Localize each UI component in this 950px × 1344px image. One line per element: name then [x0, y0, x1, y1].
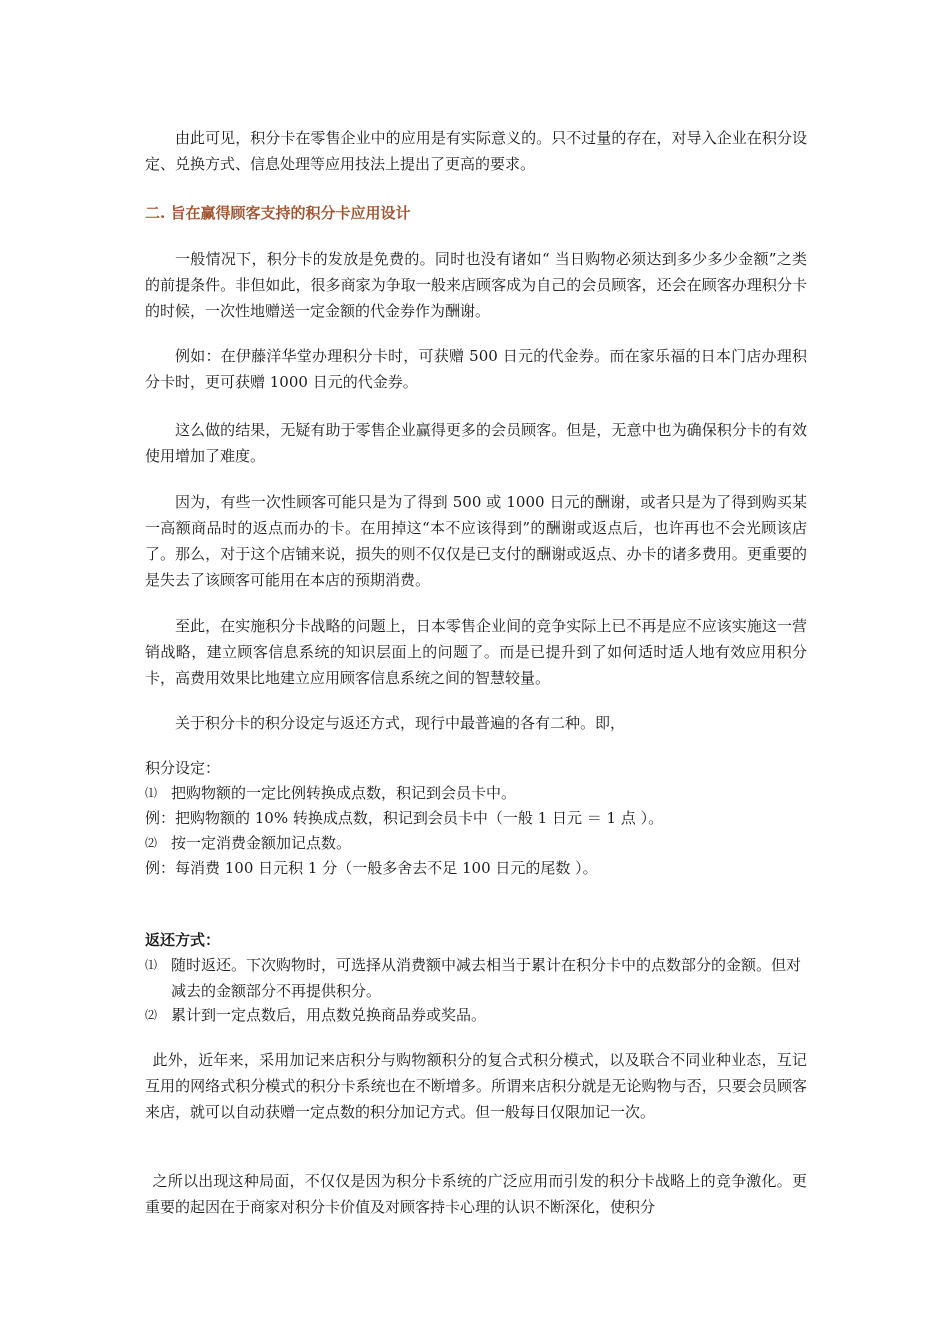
paragraph-result: 这么做的结果，无疑有助于零售企业赢得更多的会员顾客。但是，无意中也为确保积分卡的有效使用增加了难度。 — [145, 421, 807, 465]
list-number: ⑴ — [145, 958, 158, 972]
list-item-text: 累计到一定点数后，用点数兑换商品券或奖品。 — [171, 1006, 487, 1024]
refund-method-title: 返还方式： — [145, 931, 221, 949]
refund-method-item-1 — [145, 952, 807, 1004]
points-setting-item-2 — [145, 830, 807, 856]
list-item-text: 按一定消费金额加记点数。 — [171, 834, 352, 852]
paragraph-composite-models: 此外，近年来，采用加记来店积分与购物额积分的复合式积分模式，以及联合不同业种业态，互记互用的网络式积分模式的积分卡系统也在不断增多。所谓来店积分就是无论购物与否，只要会员顾客来店，就可以自动获赠一定点数的积分加记方式。但一般每日仅限加记一次。 — [145, 1051, 807, 1121]
paragraph-card-issuance: 一般情况下，积分卡的发放是免费的。同时也没有诸如“ 当日购物必须达到多少多少金额”之类的前提条件。非但如此，很多商家为争取一般来店顾客成为自己的会员顾客，还会在顾客办理积分卡的时候，一次性地赠送一定金额的代金券作为酬谢。 — [145, 250, 807, 320]
list-item-text: 随时返还。下次购物时，可选择从消费额中减去相当于累计在积分卡中的点数部分的金额。但对减去的金额部分不再提供积分。 — [171, 956, 802, 1000]
list-item-text: 把购物额的一定比例转换成点数，积记到会员卡中。 — [171, 784, 517, 802]
paragraph-two-methods: 关于积分卡的积分设定与返还方式，现行中最普遍的各有二种。即， — [175, 714, 626, 732]
points-setting-example-2: 例：每消费 100 日元积 1 分（一般多舍去不足 100 日元的尾数 ）。 — [145, 859, 598, 877]
list-number: ⑵ — [145, 1008, 158, 1022]
points-setting-example-1: 例：把购物额的 10% 转换成点数，积记到会员卡中（一般 1 日元 ＝ 1 点 ）。 — [145, 809, 664, 827]
paragraph-reasons: 之所以出现这种局面，不仅仅是因为积分卡系统的广泛应用而引发的积分卡战略上的竞争激化。更重要的起因在于商家对积分卡价值及对顾客持卡心理的认识不断深化，使积分 — [145, 1172, 807, 1216]
refund-method-item-2 — [145, 1002, 807, 1028]
list-number: ⑴ — [145, 786, 158, 800]
paragraph-example-coupons: 例如：在伊藤洋华堂办理积分卡时，可获赠 500 日元的代金券。而在家乐福的日本门店办理积分卡时，更可获赠 1000 日元的代金券。 — [145, 347, 807, 391]
list-number: ⑵ — [145, 836, 158, 850]
paragraph-one-time-customers: 因为，有些一次性顾客可能只是为了得到 500 或 1000 日元的酬谢，或者只是为了得到购买某一高额商品时的返点而办的卡。在用掉这“本不应该得到”的酬谢或返点后，也许再也不会光顾该店了。那么，对于这个店铺来说，损失的则不仅仅是已支付的酬谢或返点、办卡的诸多费用。更重要的是失去了该顾客可能用在本店的预期消费。 — [145, 493, 807, 589]
paragraph-competition: 至此，在实施积分卡战略的问题上，日本零售企业间的竞争实际上已不再是应不应该实施这一营销战略，建立顾客信息系统的知识层面上的问题了。而是已提升到了如何适时适人地有效应用积分卡，高费用效果比地建立应用顾客信息系统之间的智慧较量。 — [145, 617, 807, 687]
points-setting-title: 积分设定： — [145, 759, 221, 777]
paragraph-intro-conclusion: 由此可见，积分卡在零售企业中的应用是有实际意义的。只不过量的存在，对导入企业在积分设定、兑换方式、信息处理等应用技法上提出了更高的要求。 — [145, 129, 807, 173]
points-setting-item-1 — [145, 780, 807, 806]
section-heading-2: 二. 旨在赢得顾客支持的积分卡应用设计 — [145, 204, 411, 222]
